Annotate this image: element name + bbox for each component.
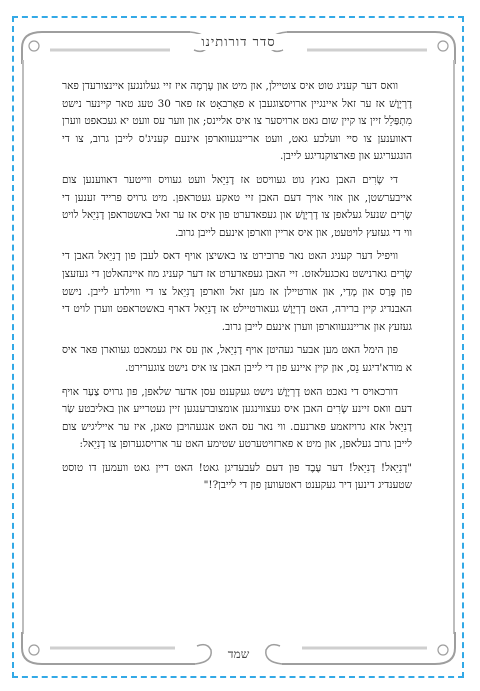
- paragraph-3: וויפיל דער קעניג האט נאר פרובירט צו באשיצן אויף דאס לעבן פון דָנִיֵאל האבן די שָׂרִים גארנישט נאכגעלאזט. זיי האבן געפאדערט אז דער קעניג מוז איינהאלטן די געזעצן פון פָּרַס און מָדַי, און אורטיילן אז מען זאל ווארפן דָנִיֵאל צו די וווילדע לייבן. נישט האבנדיג קיין ברירה, האט דָרְיָוֶשׁ געאורטיילט אז דָנִיֵאל דארף באשטראפט ווערן לויט די געזעץ און אריינגעווארפן ווערן אינעם לייבן גרוב.: [62, 250, 412, 333]
- frame-left-line: [22, 60, 24, 634]
- body-text: [62, 78, 412, 501]
- frame-right-line: [453, 60, 455, 634]
- paragraph-2: די שָׂרִים האבן גאנץ גוט געוויסט אז דָנִיֵאל וועט געוויס ווייטער דאווענען צום אייבערשטן, און אזוי אויך דעם האבן זיי טאקע געטראפן. מיט גרויס פרייד זענען די שָׂרִים שנעל געלאפן צו דָרְיָוֶשׁ און געפאדערט פון איס אז ער זאל באשטראפן דָנִיֵאל לויט ווי די געזעץ לויטעט, און איס אריין ווארפן אינעם לייבן גרוב.: [62, 173, 412, 239]
- header-title: סדר דורותינו: [195, 34, 281, 50]
- paragraph-1: וואס דער קעניג טוט איס צוטיילן, און מיט און עָרְמָה איז זיי געלונגען איינצורעדן פאר דָרְיָוֶשׁ אז ער זאל איינגיין ארויסצוגעבן א פאַרבאָט אז פאר 30 טעג טאר קיינער נישט מִתְפַּלֵל זיין צו קיין שום גאט ארויסער צו איס אליינס; און ווער עס וועט יא געכאפט ווערן דאווענען צו סיי וועלכע גאט, וועט אריינגעווארפן אינעם קעניג'ס לייבן גרוב, צו די הונגעריגע און פארצוקנדיגע לייבן.: [62, 80, 412, 163]
- quote-paragraph: "דָנִיֵאל! דָנִיֵאל! דער עֶבֶד פון דעם לעבעדיגן גאט! האט דיין גאט וועמען דו טוסט שטענדיג דינען דיר געקענט ראטעווען פון די לייבן?!": [62, 461, 412, 492]
- page-number: שמד: [220, 647, 257, 662]
- paragraph-4: פון הימל האט מען אבער געהיטן אויף דָנִיֵאל, און עס איז געמאכט געווארן פאר איס א מורא'דיגע נֵס, און קיין איינע פון די לייבן האבן צו איס נישט צוגערירט.: [62, 344, 412, 374]
- paragraph-5: דורכאויס די נאכט האט דָרְיָוֶשׁ נישט געקענט עסן אדער שלאפן, פון גרויס צַעַר אויף דעם וואס זיינע שָׂרִים האבן איס געצווינגען אומצוברענגען זיין געטרייע און באליבטע שַׂר דָנִיֵאל אזא גרויזאמע פארנעם. ווי נאר עס האט אנגעהויבן טאגן, איז ער אייליגיש צום לייבן גרוב געלאפן, און מיט א פארזויטערטע שטימע האט ער ארויסגערופן צו דָנִיֵאל:: [62, 385, 412, 451]
